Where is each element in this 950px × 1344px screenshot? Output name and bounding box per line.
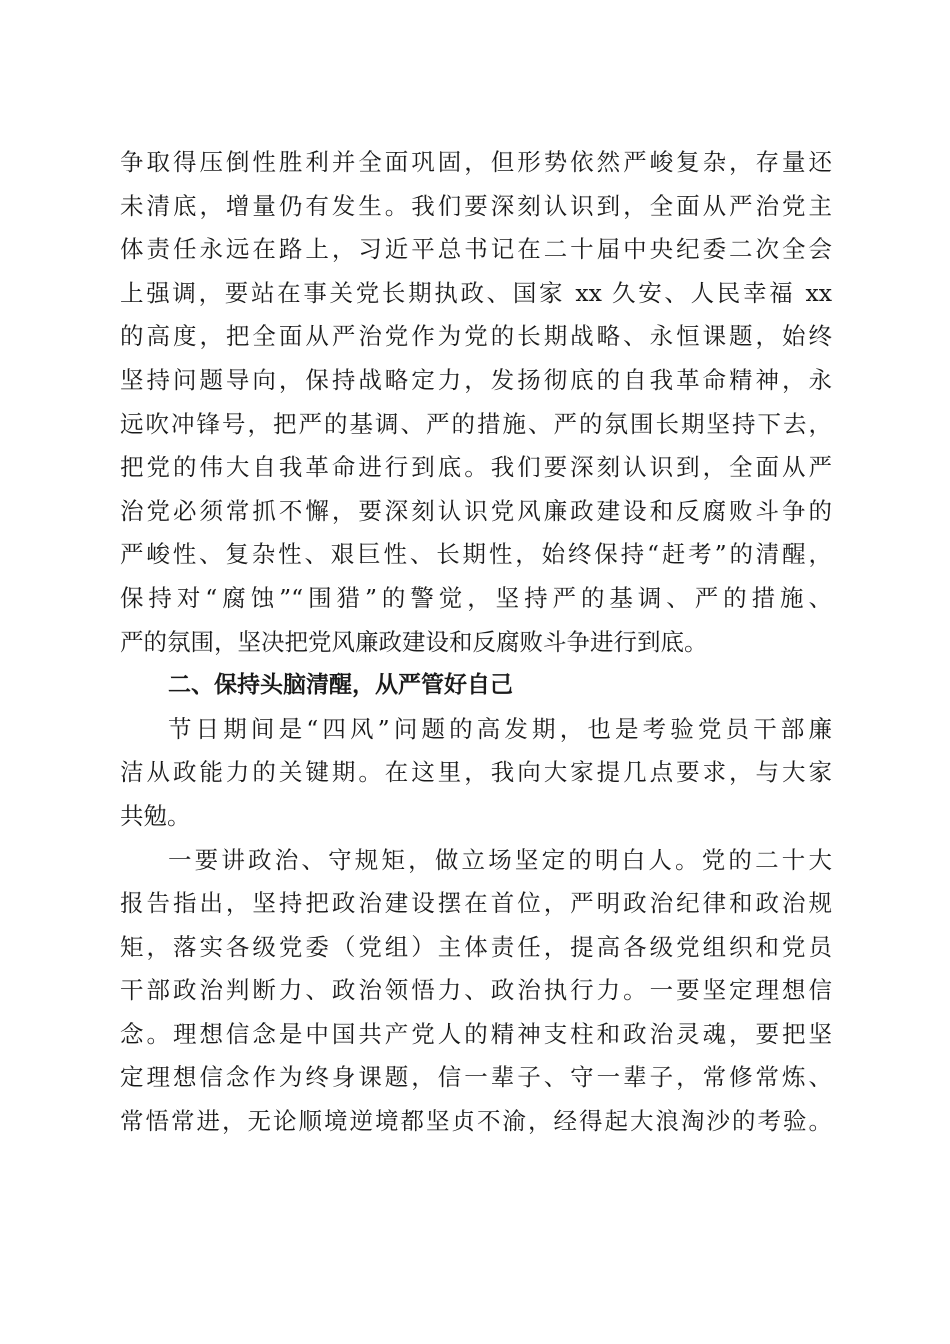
paragraph-line: 严峻性、复杂性、艰巨性、长期性，始终保持“赶考”的清醒， [120, 540, 832, 569]
paragraph-line: 定理想信念作为终身课题，信一辈子、守一辈子，常修常炼、 [120, 1063, 832, 1092]
paragraph-line: 常悟常进，无论顺境逆境都坚贞不渝，经得起大浪淘沙的考验。 [120, 1107, 832, 1136]
paragraph-line: 争取得压倒性胜利并全面巩固，但形势依然严峻复杂，存量还 [120, 148, 832, 176]
section-heading: 二、保持头脑清醒，从严管好自己 [168, 672, 513, 699]
paragraph-1 [120, 141, 832, 664]
paragraph-line: 坚持问题导向，保持战略定力，发扬彻底的自我革命精神，永 [120, 365, 832, 394]
paragraph-line: 体责任永远在路上，习近平总书记在二十届中央纪委二次全会 [120, 235, 832, 264]
paragraph-line: 远吹冲锋号，把严的基调、严的措施、严的氛围长期坚持下去， [120, 409, 832, 438]
paragraph-line: 保持对“腐蚀”“围猎”的警觉，坚持严的基调、严的措施、 [120, 583, 832, 612]
paragraph-line: 矩，落实各级党委（党组）主体责任，提高各级党组织和党员 [120, 932, 832, 961]
paragraph-3 [120, 839, 832, 1144]
paragraph-line: 节日期间是“四风”问题的高发期，也是考验党员干部廉 [168, 714, 832, 743]
document-body [120, 141, 832, 1144]
paragraph-line: 治党必须常抓不懈，要深刻认识党风廉政建设和反腐败斗争的 [120, 496, 832, 525]
paragraph-line: 报告指出，坚持把政治建设摆在首位，严明政治纪律和政治规 [120, 889, 832, 918]
paragraph-line: 把党的伟大自我革命进行到底。我们要深刻认识到，全面从严 [120, 453, 832, 482]
paragraph-line: 一要讲政治、守规矩，做立场坚定的明白人。党的二十大 [168, 845, 832, 874]
paragraph-line: 的高度，把全面从严治党作为党的长期战略、永恒课题，始终 [120, 322, 832, 351]
paragraph-line: 严的氛围，坚决把党风廉政建设和反腐败斗争进行到底。 [120, 627, 708, 656]
paragraph-line: 洁从政能力的关键期。在这里，我向大家提几点要求，与大家 [120, 758, 832, 787]
paragraph-line: 念。理想信念是中国共产党人的精神支柱和政治灵魂，要把坚 [120, 1019, 832, 1048]
paragraph-line: 未清底，增量仍有发生。我们要深刻认识到，全面从严治党主 [120, 191, 832, 220]
paragraph-2 [120, 708, 832, 839]
paragraph-line: 共勉。 [120, 801, 191, 830]
paragraph-line: 干部政治判断力、政治领悟力、政治执行力。一要坚定理想信 [120, 976, 832, 1005]
paragraph-line: 上强调，要站在事关党长期执政、国家 xx 久安、人民幸福 xx [120, 278, 832, 307]
